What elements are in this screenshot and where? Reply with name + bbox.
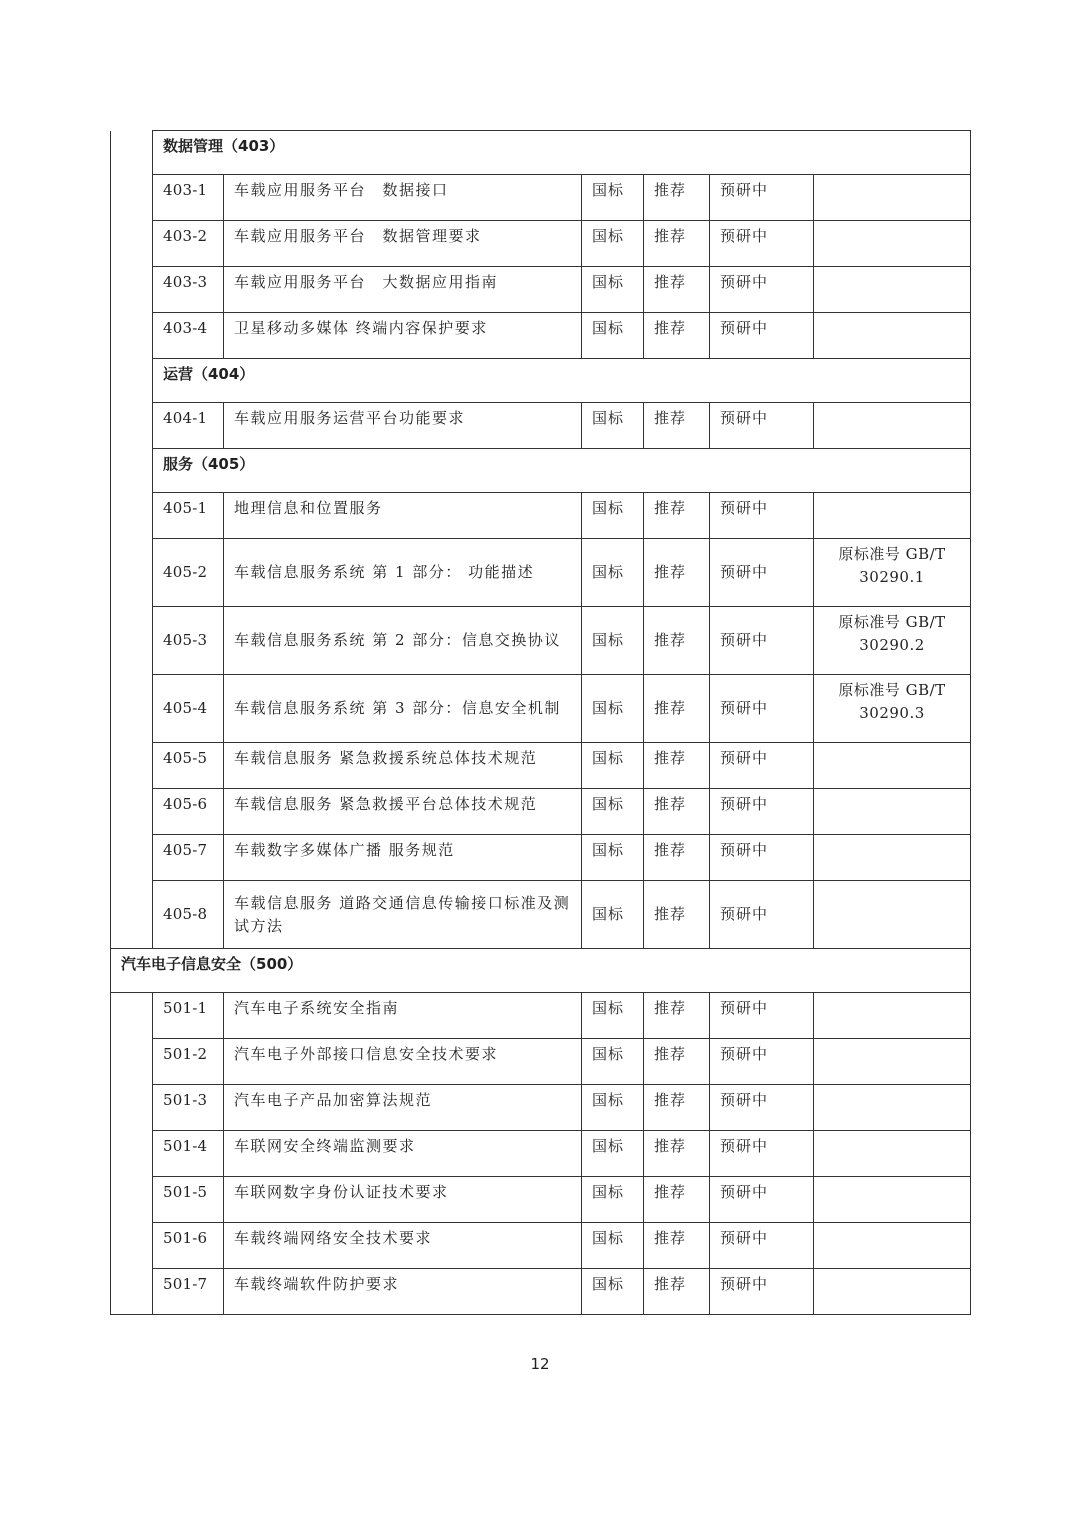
standard-note-cell [814, 881, 971, 949]
standard-note-cell [814, 221, 971, 267]
table-body [111, 131, 971, 1315]
standard-status-cell: 预研中 [710, 743, 814, 789]
standard-code-cell: 405-4 [153, 675, 224, 743]
standard-status-cell: 预研中 [710, 175, 814, 221]
standard-nature-cell: 推荐 [644, 1223, 710, 1269]
standard-type-cell: 国标 [582, 493, 644, 539]
standard-status-cell: 预研中 [710, 675, 814, 743]
table-row [111, 313, 971, 359]
table-row [111, 1131, 971, 1177]
table-row [111, 881, 971, 949]
standard-code-cell: 405-7 [153, 835, 224, 881]
standard-status-cell: 预研中 [710, 789, 814, 835]
standard-nature-cell: 推荐 [644, 1177, 710, 1223]
table-row [111, 1085, 971, 1131]
standard-name-cell: 车载信息服务 紧急救援系统总体技术规范 [224, 743, 582, 789]
standard-type-cell: 国标 [582, 607, 644, 675]
standard-type-cell: 国标 [582, 881, 644, 949]
standard-name-cell: 汽车电子系统安全指南 [224, 993, 582, 1039]
standard-code-cell: 501-2 [153, 1039, 224, 1085]
standard-nature-cell: 推荐 [644, 835, 710, 881]
standard-code-cell: 403-3 [153, 267, 224, 313]
table-row [111, 675, 971, 743]
table-row [111, 835, 971, 881]
standard-name-cell: 车载应用服务运营平台功能要求 [224, 403, 582, 449]
standard-type-cell: 国标 [582, 175, 644, 221]
standard-note-cell [814, 175, 971, 221]
standard-code-cell: 405-1 [153, 493, 224, 539]
standard-code-cell: 501-1 [153, 993, 224, 1039]
standard-name-cell: 车载信息服务系统 第 2 部分：信息交换协议 [224, 607, 582, 675]
standard-code-cell: 403-2 [153, 221, 224, 267]
table-row [111, 1223, 971, 1269]
standard-code-cell: 501-3 [153, 1085, 224, 1131]
standard-name-cell: 车载应用服务平台 大数据应用指南 [224, 267, 582, 313]
standard-nature-cell: 推荐 [644, 607, 710, 675]
standard-code-cell: 501-4 [153, 1131, 224, 1177]
standard-type-cell: 国标 [582, 1131, 644, 1177]
standard-type-cell: 国标 [582, 267, 644, 313]
standard-type-cell: 国标 [582, 221, 644, 267]
standard-type-cell: 国标 [582, 1085, 644, 1131]
standard-nature-cell: 推荐 [644, 1131, 710, 1177]
standard-status-cell: 预研中 [710, 313, 814, 359]
standard-status-cell: 预研中 [710, 267, 814, 313]
standard-name-cell: 车载信息服务 紧急救援平台总体技术规范 [224, 789, 582, 835]
standard-type-cell: 国标 [582, 1269, 644, 1315]
standard-nature-cell: 推荐 [644, 743, 710, 789]
standard-note-cell [814, 1223, 971, 1269]
standard-type-cell: 国标 [582, 1223, 644, 1269]
standard-code-cell: 403-1 [153, 175, 224, 221]
standard-status-cell: 预研中 [710, 993, 814, 1039]
section-title: 服务（405） [153, 449, 971, 493]
standard-code-cell: 404-1 [153, 403, 224, 449]
section-header-row [111, 949, 971, 993]
standard-note-cell [814, 403, 971, 449]
standard-code-cell: 405-6 [153, 789, 224, 835]
standard-note-cell [814, 313, 971, 359]
table-row [111, 403, 971, 449]
standard-nature-cell: 推荐 [644, 1269, 710, 1315]
standard-type-cell: 国标 [582, 835, 644, 881]
standard-name-cell: 车载信息服务 道路交通信息传输接口标准及测试方法 [224, 881, 582, 949]
top-section-title: 汽车电子信息安全（500） [111, 949, 971, 993]
standard-status-cell: 预研中 [710, 1131, 814, 1177]
standard-name-cell: 汽车电子产品加密算法规范 [224, 1085, 582, 1131]
standard-nature-cell: 推荐 [644, 675, 710, 743]
section-title: 数据管理（403） [153, 131, 971, 175]
standard-name-cell: 车载应用服务平台 数据接口 [224, 175, 582, 221]
table-row [111, 1269, 971, 1315]
standard-status-cell: 预研中 [710, 1177, 814, 1223]
standard-status-cell: 预研中 [710, 403, 814, 449]
standard-nature-cell: 推荐 [644, 881, 710, 949]
standard-type-cell: 国标 [582, 1039, 644, 1085]
standard-type-cell: 国标 [582, 789, 644, 835]
standard-status-cell: 预研中 [710, 881, 814, 949]
standard-status-cell: 预研中 [710, 835, 814, 881]
table-row [111, 175, 971, 221]
standard-type-cell: 国标 [582, 675, 644, 743]
table-row [111, 607, 971, 675]
standard-code-cell: 403-4 [153, 313, 224, 359]
standard-name-cell: 车载应用服务平台 数据管理要求 [224, 221, 582, 267]
table-row [111, 221, 971, 267]
standard-note-cell: 原标准号 GB/T 30290.3 [814, 675, 971, 743]
standard-code-cell: 405-2 [153, 539, 224, 607]
standard-note-cell [814, 267, 971, 313]
standard-type-cell: 国标 [582, 403, 644, 449]
standard-nature-cell: 推荐 [644, 493, 710, 539]
standard-name-cell: 车载信息服务系统 第 1 部分： 功能描述 [224, 539, 582, 607]
standard-type-cell: 国标 [582, 313, 644, 359]
standard-note-cell [814, 1269, 971, 1315]
table-row [111, 993, 971, 1039]
standard-status-cell: 预研中 [710, 1085, 814, 1131]
standard-code-cell: 501-7 [153, 1269, 224, 1315]
standard-status-cell: 预研中 [710, 607, 814, 675]
standard-status-cell: 预研中 [710, 221, 814, 267]
standard-name-cell: 车载信息服务系统 第 3 部分：信息安全机制 [224, 675, 582, 743]
section-title: 运营（404） [153, 359, 971, 403]
standard-type-cell: 国标 [582, 743, 644, 789]
standard-type-cell: 国标 [582, 1177, 644, 1223]
standard-note-cell [814, 789, 971, 835]
standard-note-cell [814, 1085, 971, 1131]
standard-name-cell: 车联网数字身份认证技术要求 [224, 1177, 582, 1223]
standard-nature-cell: 推荐 [644, 175, 710, 221]
standard-status-cell: 预研中 [710, 493, 814, 539]
indent-cell [111, 993, 153, 1315]
standard-code-cell: 501-5 [153, 1177, 224, 1223]
standard-note-cell: 原标准号 GB/T 30290.2 [814, 607, 971, 675]
standard-name-cell: 车载终端网络安全技术要求 [224, 1223, 582, 1269]
standard-nature-cell: 推荐 [644, 1039, 710, 1085]
standard-type-cell: 国标 [582, 993, 644, 1039]
standard-nature-cell: 推荐 [644, 993, 710, 1039]
standard-type-cell: 国标 [582, 539, 644, 607]
standard-name-cell: 汽车电子外部接口信息安全技术要求 [224, 1039, 582, 1085]
table-row [111, 789, 971, 835]
standard-note-cell [814, 493, 971, 539]
standard-note-cell [814, 835, 971, 881]
standard-note-cell [814, 743, 971, 789]
standard-name-cell: 车载数字多媒体广播 服务规范 [224, 835, 582, 881]
table-row [111, 1039, 971, 1085]
indent-cell [111, 131, 153, 949]
standard-status-cell: 预研中 [710, 539, 814, 607]
standard-code-cell: 405-3 [153, 607, 224, 675]
standard-status-cell: 预研中 [710, 1269, 814, 1315]
standard-nature-cell: 推荐 [644, 313, 710, 359]
standard-nature-cell: 推荐 [644, 789, 710, 835]
section-header-row [111, 131, 971, 175]
standard-note-cell: 原标准号 GB/T 30290.1 [814, 539, 971, 607]
table-row [111, 743, 971, 789]
standard-nature-cell: 推荐 [644, 539, 710, 607]
table-row [111, 267, 971, 313]
standard-note-cell [814, 993, 971, 1039]
standard-status-cell: 预研中 [710, 1223, 814, 1269]
standard-nature-cell: 推荐 [644, 221, 710, 267]
standard-name-cell: 车联网安全终端监测要求 [224, 1131, 582, 1177]
standard-name-cell: 车载终端软件防护要求 [224, 1269, 582, 1315]
standard-nature-cell: 推荐 [644, 403, 710, 449]
table-row [111, 539, 971, 607]
standards-table [110, 130, 971, 1315]
standard-note-cell [814, 1177, 971, 1223]
standard-note-cell [814, 1131, 971, 1177]
standard-name-cell: 地理信息和位置服务 [224, 493, 582, 539]
standard-nature-cell: 推荐 [644, 1085, 710, 1131]
page-number: 12 [530, 1355, 550, 1373]
standard-name-cell: 卫星移动多媒体 终端内容保护要求 [224, 313, 582, 359]
table-row [111, 1177, 971, 1223]
standard-note-cell [814, 1039, 971, 1085]
section-header-row [111, 449, 971, 493]
section-header-row [111, 359, 971, 403]
table-row [111, 493, 971, 539]
standard-code-cell: 501-6 [153, 1223, 224, 1269]
standard-code-cell: 405-5 [153, 743, 224, 789]
standard-nature-cell: 推荐 [644, 267, 710, 313]
standard-status-cell: 预研中 [710, 1039, 814, 1085]
standard-code-cell: 405-8 [153, 881, 224, 949]
